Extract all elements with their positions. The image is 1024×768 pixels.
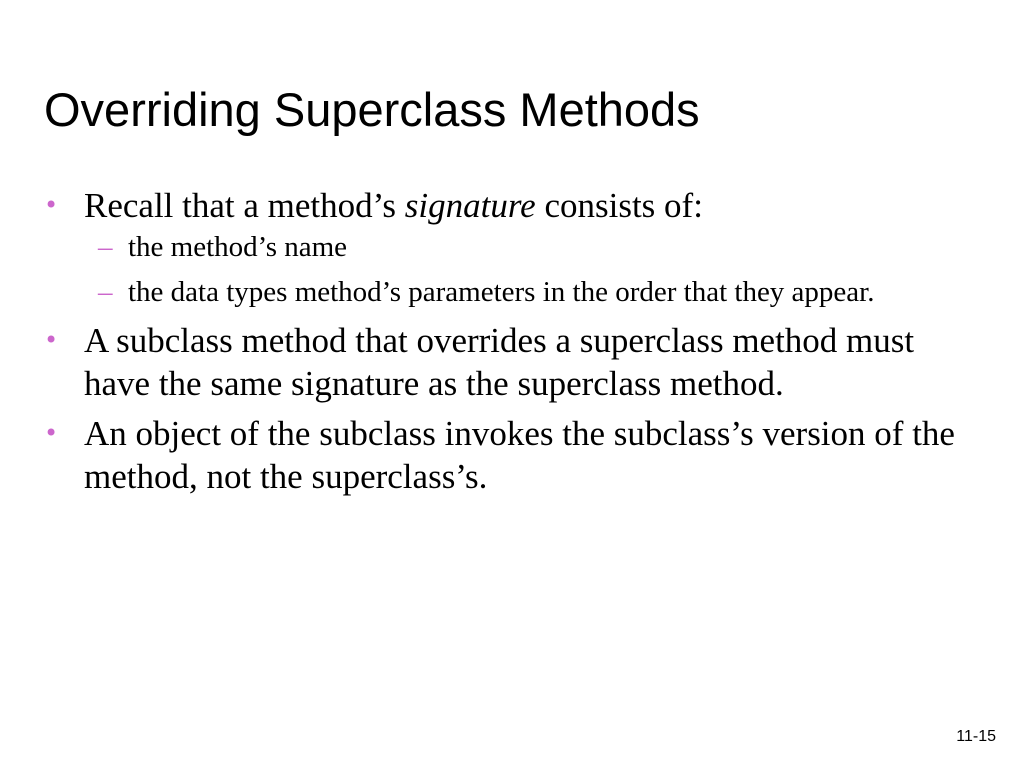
sub-bullet-item xyxy=(84,229,964,266)
sub-bullet-text: the data types method’s parameters in the order that they appear. xyxy=(128,276,875,308)
sub-bullet-list xyxy=(84,229,964,311)
bullet-item-signature xyxy=(44,184,964,311)
bullet-item-override-rule xyxy=(44,319,964,405)
bullet-text: An object of the subclass invokes the subclass’s version of the method, not the superclass’s. xyxy=(84,414,955,496)
slide-title: Overriding Superclass Methods xyxy=(44,83,700,136)
bullet-emphasis: signature xyxy=(404,186,536,225)
bullet-text-after: consists of: xyxy=(535,186,703,225)
sub-bullet-text: the method’s name xyxy=(128,231,348,263)
bullet-marker: • xyxy=(44,326,59,354)
sub-bullet-marker: – xyxy=(98,231,113,263)
bullet-marker: • xyxy=(44,191,59,219)
bullet-text-before: Recall that a method’s xyxy=(84,186,405,225)
slide-number: 11-15 xyxy=(956,728,996,745)
bullet-marker: • xyxy=(44,419,59,447)
sub-bullet-item xyxy=(84,274,964,311)
bullet-item-subclass-version xyxy=(44,412,964,498)
bullet-text: A subclass method that overrides a superclass method must have the same signature as the superclass method. xyxy=(84,321,915,403)
bullet-list xyxy=(44,184,964,505)
sub-bullet-marker: – xyxy=(98,276,113,308)
